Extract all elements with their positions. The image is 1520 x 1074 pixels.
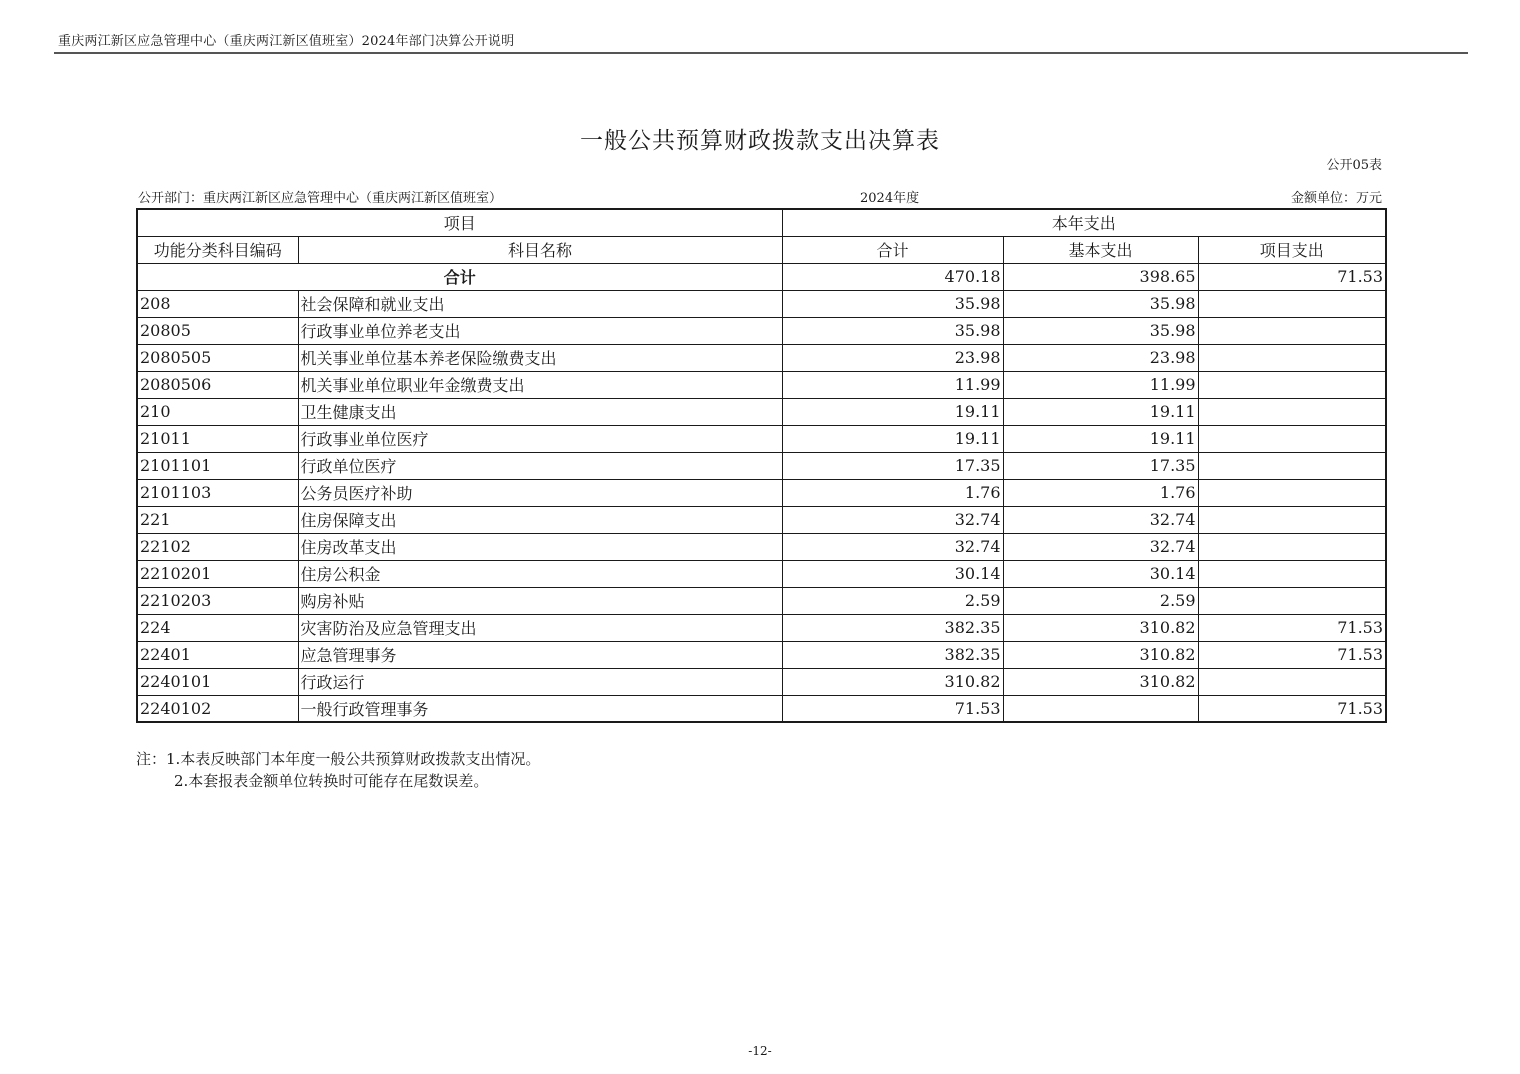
total-row-total: 470.18 (782, 263, 1003, 290)
cell-basic: 17.35 (1003, 452, 1198, 479)
cell-name: 行政运行 (298, 668, 782, 695)
cell-name: 灾害防治及应急管理支出 (298, 614, 782, 641)
table-row (137, 425, 1386, 452)
table-row (137, 290, 1386, 317)
cell-project (1198, 398, 1386, 425)
cell-code: 2210201 (137, 560, 298, 587)
cell-code: 2080505 (137, 344, 298, 371)
total-row-label: 合计 (137, 263, 782, 290)
cell-basic: 310.82 (1003, 668, 1198, 695)
cell-total: 11.99 (782, 371, 1003, 398)
column-header-total: 合计 (782, 236, 1003, 263)
table-row (137, 344, 1386, 371)
table-row (137, 452, 1386, 479)
cell-total: 35.98 (782, 290, 1003, 317)
cell-project: 71.53 (1198, 695, 1386, 722)
column-header-basic: 基本支出 (1003, 236, 1198, 263)
total-row-project: 71.53 (1198, 263, 1386, 290)
table-row (137, 371, 1386, 398)
group-header-current-year: 本年支出 (782, 209, 1386, 236)
table-row (137, 587, 1386, 614)
cell-name: 购房补贴 (298, 587, 782, 614)
cell-total: 2.59 (782, 587, 1003, 614)
cell-basic: 32.74 (1003, 506, 1198, 533)
table-row (137, 695, 1386, 722)
cell-code: 2101103 (137, 479, 298, 506)
cell-total: 1.76 (782, 479, 1003, 506)
cell-project (1198, 587, 1386, 614)
cell-name: 应急管理事务 (298, 641, 782, 668)
cell-project (1198, 425, 1386, 452)
cell-project (1198, 344, 1386, 371)
cell-basic: 19.11 (1003, 398, 1198, 425)
cell-basic: 11.99 (1003, 371, 1198, 398)
table-row (137, 479, 1386, 506)
amount-unit-label: 金额单位：万元 (1290, 191, 1382, 206)
column-header-name: 科目名称 (298, 236, 782, 263)
cell-project (1198, 290, 1386, 317)
cell-project (1198, 452, 1386, 479)
cell-total: 30.14 (782, 560, 1003, 587)
cell-name: 社会保障和就业支出 (298, 290, 782, 317)
table-row (137, 506, 1386, 533)
cell-code: 208 (137, 290, 298, 317)
cell-project (1198, 533, 1386, 560)
column-header-project: 项目支出 (1198, 236, 1386, 263)
cell-code: 2101101 (137, 452, 298, 479)
group-header-row (137, 209, 1386, 236)
cell-project: 71.53 (1198, 614, 1386, 641)
column-header-row (137, 236, 1386, 263)
table-notes (136, 748, 540, 792)
cell-name: 行政事业单位医疗 (298, 425, 782, 452)
cell-code: 2240102 (137, 695, 298, 722)
note-line-2: 2.本套报表金额单位转换时可能存在尾数误差。 (174, 772, 489, 790)
cell-total: 382.35 (782, 614, 1003, 641)
cell-name: 机关事业单位基本养老保险缴费支出 (298, 344, 782, 371)
expenditure-table (136, 208, 1387, 723)
cell-name: 住房公积金 (298, 560, 782, 587)
cell-name: 一般行政管理事务 (298, 695, 782, 722)
cell-basic: 30.14 (1003, 560, 1198, 587)
cell-name: 住房改革支出 (298, 533, 782, 560)
cell-code: 224 (137, 614, 298, 641)
header-divider (54, 52, 1468, 54)
cell-name: 公务员医疗补助 (298, 479, 782, 506)
cell-total: 71.53 (782, 695, 1003, 722)
group-header-item: 项目 (137, 209, 782, 236)
running-header: 重庆两江新区应急管理中心（重庆两江新区值班室）2024年部门决算公开说明 (58, 34, 515, 49)
table-row (137, 317, 1386, 344)
cell-total: 23.98 (782, 344, 1003, 371)
department-label: 公开部门：重庆两江新区应急管理中心（重庆两江新区值班室） (138, 191, 503, 206)
cell-code: 21011 (137, 425, 298, 452)
cell-code: 22102 (137, 533, 298, 560)
page-number: -12- (748, 1044, 772, 1058)
cell-code: 22401 (137, 641, 298, 668)
cell-basic: 2.59 (1003, 587, 1198, 614)
cell-total: 19.11 (782, 425, 1003, 452)
cell-basic: 19.11 (1003, 425, 1198, 452)
total-row-basic: 398.65 (1003, 263, 1198, 290)
cell-basic: 35.98 (1003, 290, 1198, 317)
cell-code: 221 (137, 506, 298, 533)
cell-name: 卫生健康支出 (298, 398, 782, 425)
cell-project (1198, 560, 1386, 587)
table-row (137, 560, 1386, 587)
table-row (137, 533, 1386, 560)
cell-name: 行政单位医疗 (298, 452, 782, 479)
cell-total: 310.82 (782, 668, 1003, 695)
form-number: 公开05表 (1326, 158, 1382, 173)
cell-project: 71.53 (1198, 641, 1386, 668)
total-row (137, 263, 1386, 290)
cell-project (1198, 506, 1386, 533)
fiscal-year-label: 2024年度 (860, 191, 920, 206)
cell-basic: 32.74 (1003, 533, 1198, 560)
cell-basic (1003, 695, 1198, 722)
table-row (137, 668, 1386, 695)
cell-code: 20805 (137, 317, 298, 344)
table-row (137, 614, 1386, 641)
cell-basic: 310.82 (1003, 614, 1198, 641)
cell-project (1198, 371, 1386, 398)
cell-total: 35.98 (782, 317, 1003, 344)
table-body (137, 209, 1386, 722)
cell-code: 2080506 (137, 371, 298, 398)
cell-total: 17.35 (782, 452, 1003, 479)
cell-basic: 310.82 (1003, 641, 1198, 668)
cell-code: 2240101 (137, 668, 298, 695)
cell-basic: 35.98 (1003, 317, 1198, 344)
cell-total: 19.11 (782, 398, 1003, 425)
note-line-1: 注：1.本表反映部门本年度一般公共预算财政拨款支出情况。 (136, 750, 541, 768)
cell-name: 住房保障支出 (298, 506, 782, 533)
table-row (137, 398, 1386, 425)
cell-basic: 23.98 (1003, 344, 1198, 371)
page-title: 一般公共预算财政拨款支出决算表 (580, 128, 940, 154)
cell-basic: 1.76 (1003, 479, 1198, 506)
cell-name: 行政事业单位养老支出 (298, 317, 782, 344)
cell-total: 32.74 (782, 533, 1003, 560)
cell-project (1198, 668, 1386, 695)
cell-code: 210 (137, 398, 298, 425)
cell-name: 机关事业单位职业年金缴费支出 (298, 371, 782, 398)
cell-total: 382.35 (782, 641, 1003, 668)
table-row (137, 641, 1386, 668)
cell-code: 2210203 (137, 587, 298, 614)
cell-total: 32.74 (782, 506, 1003, 533)
cell-project (1198, 479, 1386, 506)
column-header-code: 功能分类科目编码 (137, 236, 298, 263)
cell-project (1198, 317, 1386, 344)
